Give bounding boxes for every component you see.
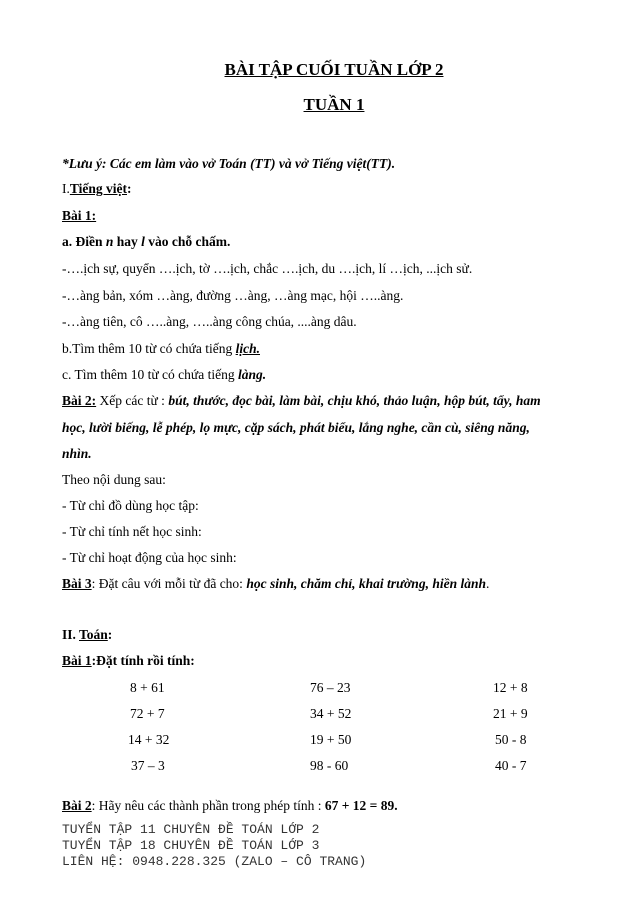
math-bai1-text: :Đặt tính rồi tính: xyxy=(91,653,195,668)
bai3-pre: : Đặt câu với mỗi từ đã cho: xyxy=(91,576,247,591)
math-cell: 72 + 7 xyxy=(130,706,165,721)
theo-line-3: - Từ chỉ tính nết học sinh: xyxy=(62,524,202,539)
math-bai2 xyxy=(62,797,398,815)
section-2-name: Toán xyxy=(79,627,108,642)
theo-line-2: - Từ chỉ đồ dùng học tập: xyxy=(62,498,199,513)
math-bai2-expr: 67 + 12 = 89. xyxy=(324,798,398,813)
bai3-post: . xyxy=(485,576,490,591)
week-heading: TUẦN 1 xyxy=(303,95,365,114)
bai3 xyxy=(62,575,489,593)
section-1-suffix: : xyxy=(127,181,132,196)
math-cell: 8 + 61 xyxy=(130,680,165,695)
math-cell: 98 - 60 xyxy=(310,758,349,773)
math-cell: 14 + 32 xyxy=(128,732,170,747)
math-bai2-text: : Hãy nêu các thành phần trong phép tính : xyxy=(91,798,325,813)
footer-line-2: TUYỂN TẬP 18 CHUYÊN ĐỀ TOÁN LỚP 3 xyxy=(62,838,320,853)
bai1-b xyxy=(62,340,260,358)
fill-line-3: -…àng tiên, cô …..àng, …..àng công chúa, ....àng dâu. xyxy=(62,314,357,329)
section-1-heading xyxy=(62,180,132,198)
bai2-line-1 xyxy=(62,392,541,410)
footer-line-3: LIÊN HỆ: 0948.228.325 (ZALO – CÔ TRANG) xyxy=(62,854,367,869)
bai1-a-n: n xyxy=(105,234,114,249)
bai2-words-2: học, lười biếng, lễ phép, lọ mực, cặp sách, phát biểu, lắng nghe, cần cù, siêng năng, xyxy=(62,420,530,435)
bai1-a-pre: a. Điền xyxy=(62,234,106,249)
math-cell: 76 – 23 xyxy=(310,680,351,695)
math-bai1 xyxy=(62,652,195,670)
bai1-c-pre: c. Tìm thêm 10 từ có chứa tiếng xyxy=(62,367,238,382)
document-title: BÀI TẬP CUỐI TUẦN LỚP 2 xyxy=(224,60,444,79)
theo-line-4: - Từ chỉ hoạt động của học sinh: xyxy=(62,550,237,565)
bai3-words: học sinh, chăm chỉ, khai trường, hiền lành xyxy=(246,576,486,591)
note: *Lưu ý: Các em làm vào vở Toán (TT) và vở Tiếng việt(TT). xyxy=(62,156,396,171)
math-cell: 50 - 8 xyxy=(495,732,527,747)
bai1-b-pre: b.Tìm thêm 10 từ có chứa tiếng xyxy=(62,341,236,356)
section-2-prefix: II. xyxy=(62,627,80,642)
bai3-label: Bài 3 xyxy=(62,576,92,591)
bai1-c-word: làng. xyxy=(237,367,267,382)
bai1-b-word: lịch. xyxy=(235,341,260,356)
math-cell: 37 – 3 xyxy=(131,758,165,773)
bai1-c xyxy=(62,366,266,384)
fill-line-1: -….ịch sự, quyển ….ịch, tờ ….ịch, chắc ….ịch, du ….ịch, lí …ịch, ...ịch sử. xyxy=(62,261,473,276)
section-1-name: Tiếng việt xyxy=(69,181,127,196)
bai1-a xyxy=(62,233,230,251)
math-bai1-label: Bài 1 xyxy=(62,653,92,668)
math-cell: 19 + 50 xyxy=(310,732,352,747)
math-cell: 40 - 7 xyxy=(495,758,527,773)
bai1-a-mid: hay xyxy=(113,234,142,249)
math-bai2-label: Bài 2 xyxy=(62,798,92,813)
theo-line-1: Theo nội dung sau: xyxy=(62,472,166,487)
section-2-heading xyxy=(62,626,112,644)
bai1-a-post: vào chỗ chấm. xyxy=(144,234,231,249)
math-cell: 21 + 9 xyxy=(493,706,528,721)
math-cell: 34 + 52 xyxy=(310,706,352,721)
section-2-suffix: : xyxy=(107,627,113,642)
fill-line-2: -…àng bản, xóm …àng, đường …àng, …àng mạc, hội …..àng. xyxy=(62,288,404,303)
bai2-pre: Xếp các từ : xyxy=(96,393,169,408)
bai2-words-1: bút, thước, đọc bài, làm bài, chịu khó, thảo luận, hộp bút, tẩy, ham xyxy=(168,393,541,408)
bai2-words-3: nhìn. xyxy=(62,446,92,461)
math-cell: 12 + 8 xyxy=(493,680,528,695)
footer-line-1: TUYỂN TẬP 11 CHUYÊN ĐỀ TOÁN LỚP 2 xyxy=(62,822,320,837)
bai1-label: Bài 1: xyxy=(62,208,97,223)
bai2-label: Bài 2: xyxy=(62,393,97,408)
bai1-a-l: l xyxy=(141,234,145,249)
section-1-prefix: I. xyxy=(62,181,70,196)
